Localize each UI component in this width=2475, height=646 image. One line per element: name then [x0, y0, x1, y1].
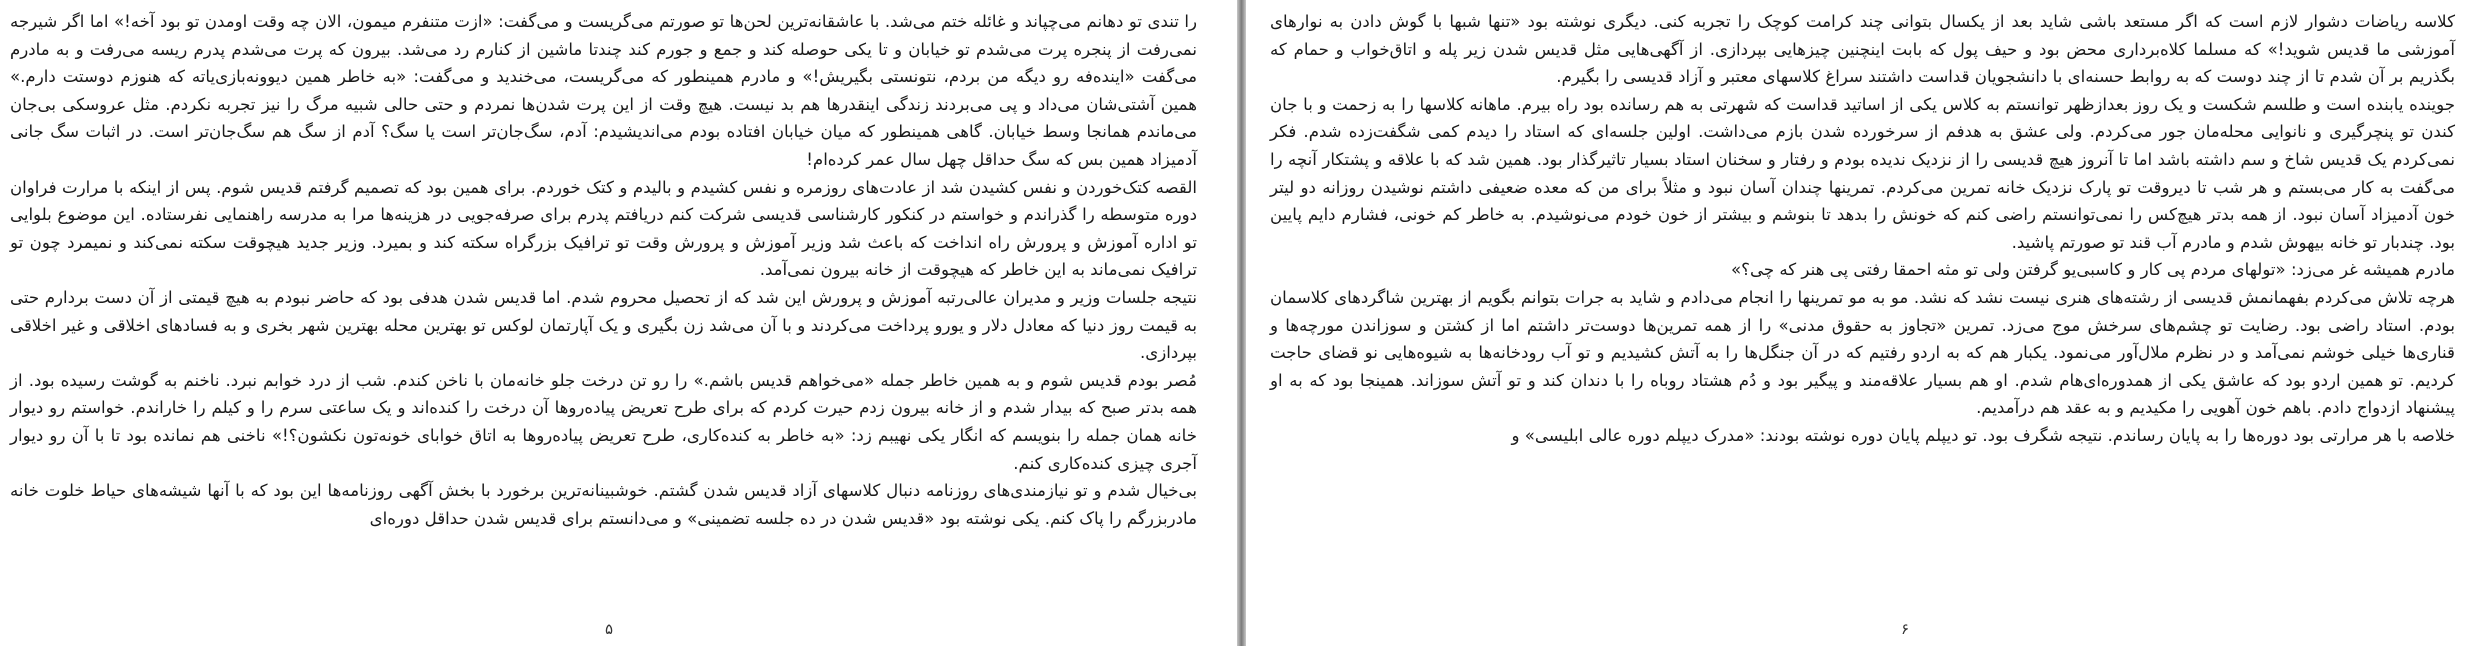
paragraph: نتیجه جلسات وزیر و مدیران عالی‌رتبه آموزش و پرورش این شد که از تحصیل محروم شدم. اما قدیس شدن هدفی بود که حاضر نبودم به هیچ قیمتی از آن دست بردارم حتی به قیمت روز دنیا که معادل دلار و یورو پرداخت می‌کردند و با آن می‌شد زن بگیری و یک آپارتمان لوکس تو بهترین محله بهترین شهر بخری و به فسادهای اخلاقی و غیر اخلاقی بپردازی.: [10, 287, 1197, 363]
page-number: ۶: [1901, 620, 1910, 638]
paragraph: هرچه تلاش می‌کردم بفهمانمش قدیسی از رشته‌های هنری نیست نشد که نشد. مو به مو تمرینها را انجام می‌دادم و شاید به جرات بتوانم بگویم از بهترین شاگردهای کلاسمان بودم. استاد راضی بود. رضایت تو چشم‌های سرخش موج می‌زد. تمرین «تجاوز به حقوق مدنی» را از همه تمرین‌ها دوست‌تر داشتم اما از کشتن و سوزاندن مورچه‌ها و قناری‌ها خیلی خوشم نمی‌آمد و در نظرم ملال‌آور می‌نمود. یکبار هم که به اردو رفتیم که در آن جنگل‌ها را به آتش کشیدیم و تو آب رودخانه‌ها به شیوه‌هایی نو قضای حاجت کردیم. تو همین اردو بود که عاشق یکی از همدوره‌ای‌هام شدم. او هم بسیار علاقه‌مند و پیگیر بود و دُم هشتاد روباه را با دندان کند و تو آتش سوزاند. همینجا بود که به او پیشنهاد ازدواج دادم. باهم خون آهویی را مکیدیم و به عقد هم درآمدیم.: [1270, 287, 2455, 418]
paragraph: کلاسه ریاضات دشوار لازم است که اگر مستعد باشی شاید بعد از یکسال بتوانی چند کرامت کوچک را تجربه کنی. دیگری نوشته بود «تنها شبها با گوش دادن به نوارهای آموزشی ما قدیس شوید!» که مسلما کلاه‌برداری محض بود و حیف پول که بابت اینچنین چیزهایی بپردازی. از آگهی‌هایی مثل قدیس شدن زیر پله و اتاق‌خواب و حمام که بگذریم بر آن شدم تا از چند دوست که به روابط حسنه‌ای با دانشجویان قداست داشتند سراغ کلاسهای معتبر و آزاد قدیسی را بگیرم.: [1270, 12, 2455, 87]
book-gutter: [1237, 0, 1246, 646]
paragraph: بی‌خیال شدم و تو نیازمندی‌های روزنامه دنبال کلاسهای آزاد قدیس شدن گشتم. خوشبینانه‌ترین برخورد با بخش آگهی روزنامه‌ها این بود که با آنها شیشه‌های حیاط خلوت خانه مادربزرگم را پاک کنم. یکی نوشته بود «قدیس شدن در ده جلسه تضمینی» و می‌دانستم برای قدیس شدن حداقل دوره‌ای: [10, 481, 1197, 528]
left-page: [0, 0, 1237, 646]
paragraph: خلاصه با هر مرارتی بود دوره‌ها را به پایان رساندم. نتیجه شگرف بود. تو دیپلم پایان دوره نوشته بودند: «مدرک دیپلم دوره عالی ابلیسی» و: [1511, 425, 2455, 445]
paragraph: جوینده یابنده است و طلسم شکست و یک روز بعدازظهر توانستم به کلاس یکی از اساتید قداست که شهرتی به هم رسانده بود راه بیرم. ماهانه کلاسها را به زحمت و با جان کندن تو پنچرگیری و نانوایی محله‌مان جور می‌کردم. ولی عشق به هدفم از سرخورده شدن بازم می‌داشت. اولین جلسه‌ای که استاد را دیدم کمی شگفت‌زده شدم. فکر نمی‌کردم یک قدیس شاخ و سم داشته باشد اما تا آنروز هیچ قدیسی را از نزدیک ندیده بودم و رفتار و سخنان استاد بسیار تاثیرگذار بود. همین شد که با علاقه و پشتکار آنچه را می‌گفت به کار می‌بستم و هر شب تا دیروقت تو پارک نزدیک خانه تمرین می‌کردم. تمرینها چندان آسان نبود و مثلاً برای من که معده ضعیفی داشتم نوشیدن روزانه دو لیتر خون آدمیزاد آسان نبود. از همه بدتر هیچ‌کس را نمی‌توانستم راضی کنم که خونش را بدهد تا بنوشم و بیشتر از خون خودم می‌نوشیدم. به خاطر کم خونی، فشارم دایم پایین بود. چندبار تو خانه بیهوش شدم و مادرم آب قند تو صورتم پاشید.: [1270, 94, 2455, 252]
left-page-text: [10, 8, 1197, 532]
right-page-text: [1270, 8, 2455, 450]
paragraph: مادرم همیشه غر می‌زد: «تولهای مردم پی کار و کاسبی‌یو گرفتن ولی تو مثه احمقا رفتی پی هنر که چی؟»: [1731, 260, 2455, 280]
paragraph: مُصر بودم قدیس شوم و به همین خاطر جمله «می‌خواهم قدیس باشم.» را رو تن درخت جلو خانه‌مان با ناخن کندم. شب از درد خوابم نبرد. ناخنم به گوشت رسیده بود. از همه بدتر صبح که بیدار شدم و از خانه بیرون زدم حیرت کردم که برای طرح تعریض پیاده‌روها آن درخت را کنده‌اند و یک ساعتی سرم را و کیلم را خاراندم. خواستم رو دیوار خانه همان جمله را بنویسم که انگار یکی نهیبم زد: «به خاطر به کنده‌کاری، طرح تعریض پیاده‌روها به اتاق خوابای خونه‌تون نکشون؟!» ناخنی هم نمانده بود تا با آن رو دیوار آجری چیزی کنده‌کاری کنم.: [10, 370, 1197, 473]
paragraph: القصه کتک‌خوردن و نفس کشیدن شد از عادت‌های روزمره و نفس کشیدم و بالیدم و کتک خوردم. برای همین بود که تصمیم گرفتم قدیس شوم. پس از اینکه با مرارت فراوان دوره متوسطه را گذراندم و خواستم در کنکور کارشناسی قدیسی شرکت کنم دریافتم پدرم برای صرفه‌جویی در هزینه‌ها مرا به مدرسه راهنمایی نفرستاده. این موضوع بلوایی تو اداره آموزش و پرورش راه انداخت که باعث شد وزیر آموزش و پرورش وقت تو ترافیک بزرگراه سکته کند و بمیرد. وزیر جدید هیچوقت سکته نمی‌کند و نمیمرد چون تو ترافیک نمی‌ماند به این خاطر که هیچوقت از خانه بیرون نمی‌آمد.: [10, 177, 1197, 280]
paragraph: را تندی تو دهانم می‌چپاند و غائله ختم می‌شد. با عاشقانه‌ترین لحن‌ها تو صورتم می‌گریست و می‌گفت: «ازت متنفرم میمون، الان چه وقت اومدن تو بود آخه!» اما اگر شیرجه نمی‌رفت از پنجره پرت می‌شدم تو خیابان و تا یکی حوصله کند و جمع و جورم کند چندتا ماشین از کنارم رد می‌شد. بیرون که پرت می‌شدم پدرم ریسه می‌رفت و به مادرم می‌گفت «اینده‌فه رو دیگه من بردم، نتونستی بگیریش!» و مادرم همینطور که می‌گریست، می‌خندید و می‌گفت: «به خاطر همین دیوونه‌بازی‌یاته که هنوزم دوستت دارم.» همین آشتی‌شان می‌داد و پی می‌بردند زندگی اینقدرها هم بد نیست. هیچ وقت از این پرت شدن‌ها نمردم و حتی حالی شبیه مرگ را نیز تجربه نکردم. مثل عروسکی بی‌جان می‌ماندم همانجا وسط خیابان. گاهی همینطور که میان خیابان افتاده بودم می‌اندیشیدم: آدم، سگ‌جان‌تر است یا سگ؟ آدم از سگ هم سگ‌جان‌تر است. در اثبات سگ جانی آدمیزاد همین بس که سگ حداقل چهل سال عمر کرده‌ام!: [10, 12, 1197, 169]
right-page: [1246, 0, 2475, 646]
page-number: ۵: [605, 620, 614, 638]
